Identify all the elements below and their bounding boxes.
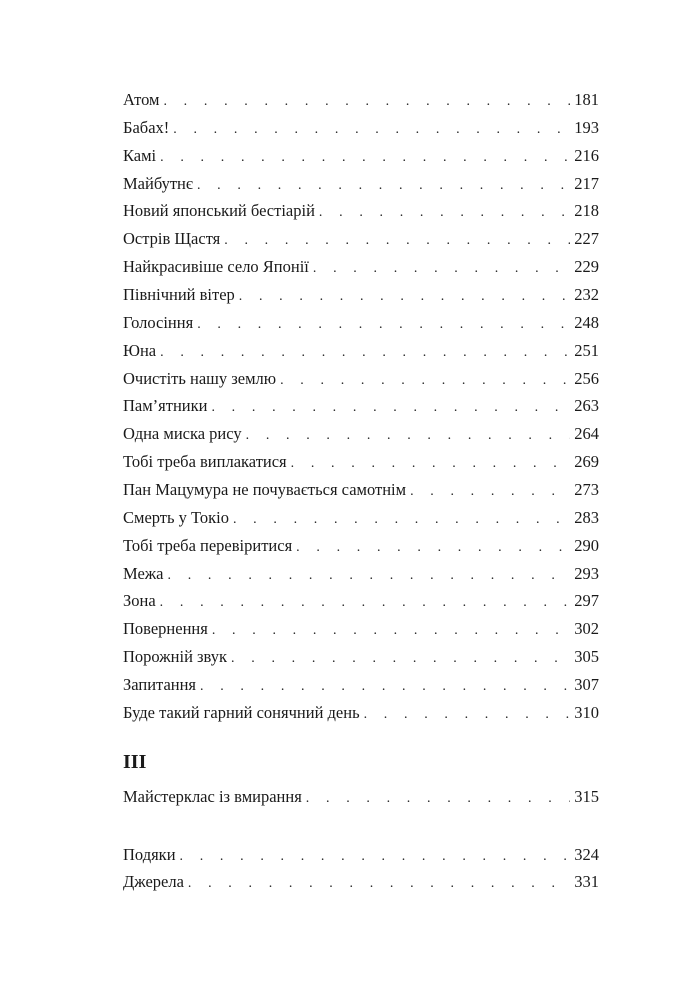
toc-list-part-3	[123, 783, 599, 811]
toc-entry[interactable]	[123, 504, 599, 532]
dot-leader	[160, 589, 571, 617]
entry-page-number: 297	[574, 591, 599, 611]
entry-title: Буде такий гарний сонячний день	[123, 702, 360, 722]
entry-page-number: 293	[574, 563, 599, 583]
dot-leader	[188, 870, 570, 898]
toc-entry[interactable]	[123, 337, 599, 365]
toc-entry[interactable]	[123, 142, 599, 170]
entry-title: Подяки	[123, 844, 176, 864]
toc-entry[interactable]	[123, 476, 599, 504]
dot-leader	[306, 785, 570, 813]
entry-title: Острів Щастя	[123, 229, 221, 249]
toc-entry[interactable]	[123, 253, 599, 281]
dot-leader	[296, 534, 570, 562]
toc-entry[interactable]	[123, 281, 599, 309]
entry-page-number: 307	[574, 675, 599, 695]
toc-entry[interactable]	[123, 783, 599, 811]
entry-title: Очистіть нашу землю	[123, 368, 277, 388]
dot-leader	[224, 227, 570, 255]
entry-page-number: 216	[574, 145, 599, 165]
dot-leader	[200, 673, 570, 701]
entry-page-number: 264	[574, 424, 599, 444]
dot-leader	[160, 144, 570, 172]
entry-title: Майбутнє	[123, 173, 193, 193]
entry-title: Повернення	[123, 619, 208, 639]
toc-entry[interactable]	[123, 587, 599, 615]
entry-title: Новий японський бестіарій	[123, 201, 315, 221]
toc-entry[interactable]	[123, 671, 599, 699]
table-of-contents	[123, 86, 599, 896]
toc-entry[interactable]	[123, 309, 599, 337]
entry-page-number: 248	[574, 312, 599, 332]
dot-leader	[239, 283, 570, 311]
entry-title: Камі	[123, 145, 157, 165]
dot-leader	[197, 311, 570, 339]
toc-entry[interactable]	[123, 86, 599, 114]
dot-leader	[197, 172, 570, 200]
dot-leader	[180, 843, 571, 871]
toc-entry[interactable]	[123, 197, 599, 225]
entry-page-number: 324	[574, 844, 599, 864]
entry-page-number: 315	[574, 786, 599, 806]
dot-leader	[211, 394, 570, 422]
entry-title: Тобі треба перевіритися	[123, 535, 293, 555]
entry-title: Смерть у Токіо	[123, 507, 229, 527]
toc-entry[interactable]	[123, 699, 599, 727]
entry-title: Порожній звук	[123, 647, 228, 667]
entry-page-number: 305	[574, 647, 599, 667]
entry-title: Голосіння	[123, 312, 194, 332]
toc-entry[interactable]	[123, 868, 599, 896]
entry-page-number: 181	[574, 90, 599, 109]
entry-title: Зона	[123, 591, 156, 611]
entry-title: Найкрасивіше село Японії	[123, 257, 309, 277]
entry-page-number: 283	[574, 507, 599, 527]
dot-leader	[246, 422, 571, 450]
dot-leader	[410, 478, 570, 506]
entry-title: Юна	[123, 340, 157, 360]
toc-entry[interactable]	[123, 643, 599, 671]
entry-title: Тобі треба виплакатися	[123, 452, 287, 472]
dot-leader	[212, 617, 570, 645]
toc-list-part-2	[123, 86, 599, 727]
toc-entry[interactable]	[123, 615, 599, 643]
toc-entry[interactable]	[123, 114, 599, 142]
entry-page-number: 218	[574, 201, 599, 221]
entry-title: Північний вітер	[123, 285, 235, 305]
toc-entry[interactable]	[123, 420, 599, 448]
entry-page-number: 229	[574, 257, 599, 277]
entry-page-number: 227	[574, 229, 599, 249]
dot-leader	[173, 116, 570, 144]
dot-leader	[163, 88, 570, 116]
dot-leader	[168, 562, 571, 590]
dot-leader	[280, 367, 570, 395]
entry-page-number: 310	[574, 702, 599, 722]
dot-leader	[291, 450, 571, 478]
entry-page-number: 302	[574, 619, 599, 639]
toc-entry[interactable]	[123, 365, 599, 393]
section-spacer	[123, 811, 599, 841]
toc-entry[interactable]	[123, 225, 599, 253]
entry-page-number: 193	[574, 117, 599, 137]
entry-title: Джерела	[123, 872, 184, 892]
entry-title: Пам’ятники	[123, 396, 208, 416]
entry-page-number: 269	[574, 452, 599, 472]
entry-page-number: 251	[574, 340, 599, 360]
toc-entry[interactable]	[123, 448, 599, 476]
dot-leader	[233, 506, 570, 534]
entry-title: Майстерклас із вмирання	[123, 786, 302, 806]
entry-page-number: 256	[574, 368, 599, 388]
dot-leader	[364, 701, 571, 729]
entry-page-number: 331	[574, 872, 599, 892]
entry-title: Бабах!	[123, 117, 170, 137]
toc-entry[interactable]	[123, 532, 599, 560]
entry-title: Запитання	[123, 675, 197, 695]
toc-entry[interactable]	[123, 560, 599, 588]
toc-entry[interactable]	[123, 392, 599, 420]
dot-leader	[313, 255, 570, 283]
entry-page-number: 217	[574, 173, 599, 193]
entry-page-number: 290	[574, 535, 599, 555]
section-heading: III	[123, 750, 147, 773]
entry-title: Межа	[123, 563, 164, 583]
entry-page-number: 273	[574, 480, 599, 500]
entry-title: Пан Мацумура не почувається самотнім	[123, 480, 407, 500]
entry-page-number: 232	[574, 285, 599, 305]
dot-leader	[319, 199, 570, 227]
toc-entry[interactable]	[123, 841, 599, 869]
dot-leader	[160, 339, 570, 367]
entry-title: Одна миска рису	[123, 424, 242, 444]
dot-leader	[231, 645, 570, 673]
toc-list-back-matter	[123, 841, 599, 897]
toc-entry[interactable]	[123, 170, 599, 198]
entry-page-number: 263	[574, 396, 599, 416]
entry-title: Атом	[123, 90, 160, 109]
